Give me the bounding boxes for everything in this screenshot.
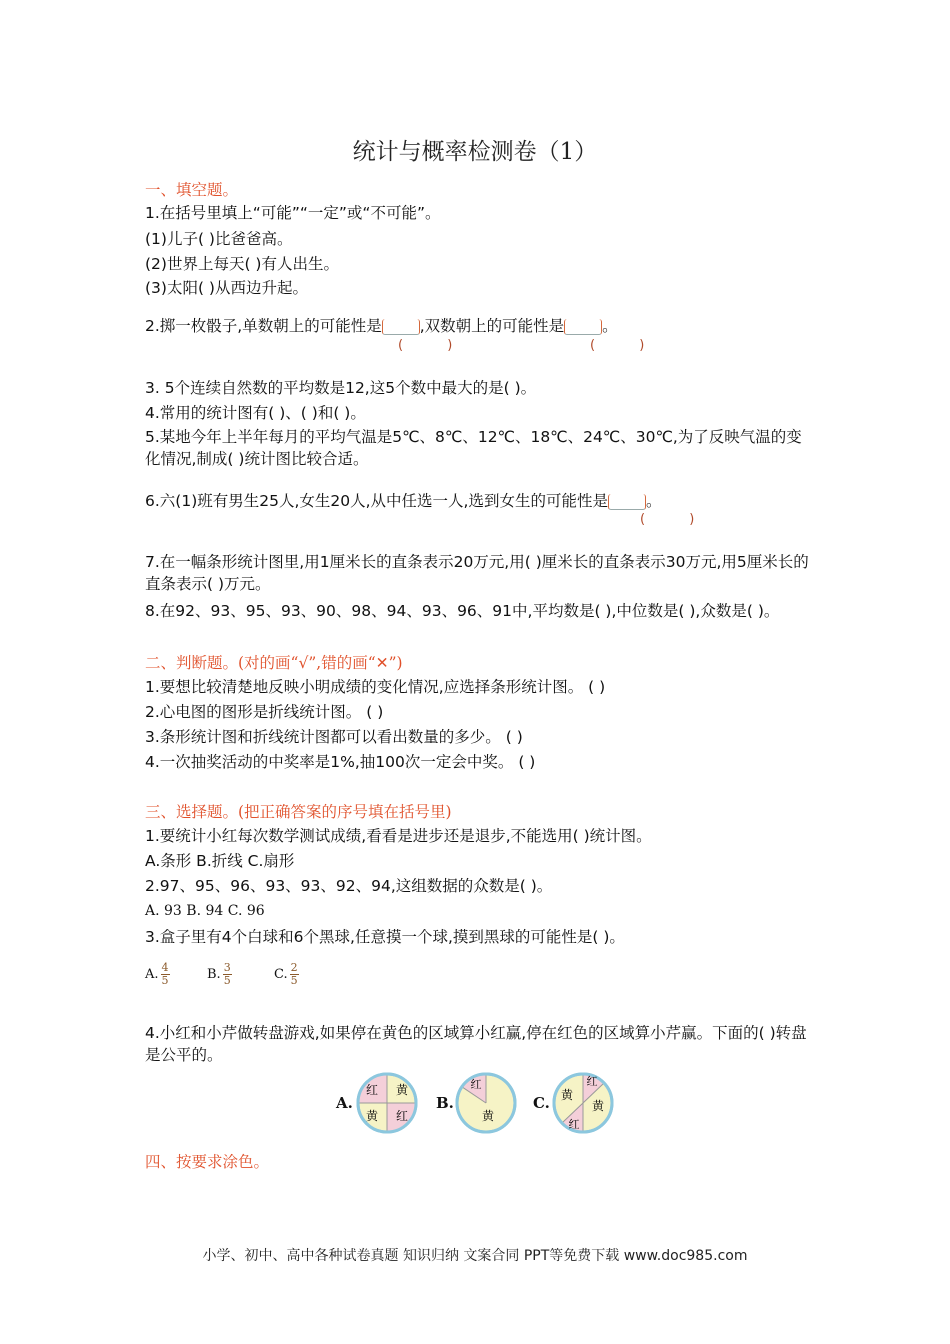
spinner-a-label: A. xyxy=(336,1094,353,1112)
section-coloring-heading: 四、按要求涂色。 xyxy=(145,1153,270,1171)
spinner-b-red: 红 xyxy=(470,1078,482,1091)
spinner-c-yellow-2: 黄 xyxy=(591,1099,605,1113)
section-choice-heading: 三、选择题。(把正确答案的序号填在括号里) xyxy=(145,803,452,821)
fill-q6-part-b: 。 xyxy=(645,492,662,510)
fill-q2-part-a: 2.掷一枚骰子,单数朝上的可能性是 xyxy=(145,317,382,335)
judge-q4: 4.一次抽奖活动的中奖率是1%,抽100次一定会中奖。 ( ) xyxy=(145,753,536,771)
choice-q2-options: A. 93 B. 94 C. 96 xyxy=(145,903,265,919)
page-title: 统计与概率检测卷（1） xyxy=(352,139,598,165)
spinner-c-red-2: 红 xyxy=(568,1118,580,1131)
page-footer: 小学、初中、高中各种试卷真题 知识归纳 文案合同 PPT等免费下载 www.doc985.com xyxy=(202,1248,748,1264)
fraction-denominator-blank: ( ) xyxy=(640,512,715,527)
fill-q3: 3. 5个连续自然数的平均数是12,这5个数中最大的是( )。 xyxy=(145,379,537,397)
spinner-c xyxy=(552,1072,614,1134)
choice-q1-options: A.条形 B.折线 C.扇形 xyxy=(145,852,295,870)
fill-q1a: (1)儿子( )比爸爸高。 xyxy=(145,230,293,248)
choice-q3-option-c: C. $\frac{2}{5}$ xyxy=(274,961,298,987)
spinner-a xyxy=(356,1072,418,1134)
spinner-c-red-1: 红 xyxy=(586,1075,598,1088)
fill-q1b: (2)世界上每天( )有人出生。 xyxy=(145,255,339,273)
fraction-blank[interactable] xyxy=(564,319,602,335)
choice-q2: 2.97、95、96、93、93、92、94,这组数据的众数是( )。 xyxy=(145,877,553,895)
fill-q6-part-a: 6.六(1)班有男生25人,女生20人,从中任选一人,选到女生的可能性是 xyxy=(145,492,608,510)
spinner-b xyxy=(455,1072,517,1134)
fraction-denominator-blank: ( ) xyxy=(590,338,665,353)
fill-q7: 7.在一幅条形统计图里,用1厘米长的直条表示20万元,用( )厘米长的直条表示30万元,用5厘米长的直条表示( )万元。 xyxy=(145,553,809,593)
choice-q4: 4.小红和小芹做转盘游戏,如果停在黄色的区域算小红赢,停在红色的区域算小芹赢。下面的( )转盘是公平的。 xyxy=(145,1024,807,1064)
choice-q3: 3.盒子里有4个白球和6个黑球,任意摸一个球,摸到黑球的可能性是( )。 xyxy=(145,928,625,946)
spinner-a-red-1: 红 xyxy=(365,1083,379,1097)
judge-q1: 1.要想比较清楚地反映小明成绩的变化情况,应选择条形统计图。 ( ) xyxy=(145,678,606,696)
spinner-a-yellow-2: 黄 xyxy=(365,1109,379,1123)
fill-q2-part-c: 。 xyxy=(602,317,618,335)
fill-q8: 8.在92、93、95、93、90、98、94、93、96、91中,平均数是( ),中位数是( ),众数是( )。 xyxy=(145,602,780,620)
fraction-blank[interactable] xyxy=(608,494,646,510)
fill-q2-part-b: ,双数朝上的可能性是 xyxy=(419,317,565,335)
fill-q2 xyxy=(145,315,618,337)
fill-q5: 5.某地今年上半年每月的平均气温是5℃、8℃、12℃、18℃、24℃、30℃,为了反映气温的变化情况,制成( )统计图比较合适。 xyxy=(145,428,802,468)
fill-q1c: (3)太阳( )从西边升起。 xyxy=(145,279,308,297)
fill-q6 xyxy=(145,490,662,512)
spinner-b-yellow: 黄 xyxy=(481,1109,495,1123)
fill-q1: 1.在括号里填上“可能”“一定”或“不可能”。 xyxy=(145,204,441,222)
fraction-denominator-blank: ( ) xyxy=(398,338,473,353)
spinner-a-red-2: 红 xyxy=(395,1109,409,1123)
spinner-c-label: C. xyxy=(533,1094,550,1112)
section-judge-heading: 二、判断题。(对的画“√”,错的画“✕”) xyxy=(145,654,403,672)
choice-q1: 1.要统计小红每次数学测试成绩,看看是进步还是退步,不能选用( )统计图。 xyxy=(145,827,652,845)
choice-q3-option-a: A. $\frac{4}{5}$ xyxy=(145,961,169,987)
fraction-blank[interactable] xyxy=(382,319,420,335)
judge-q2: 2.心电图的图形是折线统计图。 ( ) xyxy=(145,703,384,721)
choice-q3-option-b: B. $\frac{3}{5}$ xyxy=(207,961,231,987)
spinner-b-label: B. xyxy=(436,1094,454,1112)
spinner-c-yellow-1: 黄 xyxy=(560,1088,574,1102)
judge-q3: 3.条形统计图和折线统计图都可以看出数量的多少。 ( ) xyxy=(145,728,523,746)
section-fill-heading: 一、填空题。 xyxy=(145,181,239,199)
fill-q4: 4.常用的统计图有( )、( )和( )。 xyxy=(145,404,366,422)
spinner-a-yellow-1: 黄 xyxy=(395,1083,409,1097)
